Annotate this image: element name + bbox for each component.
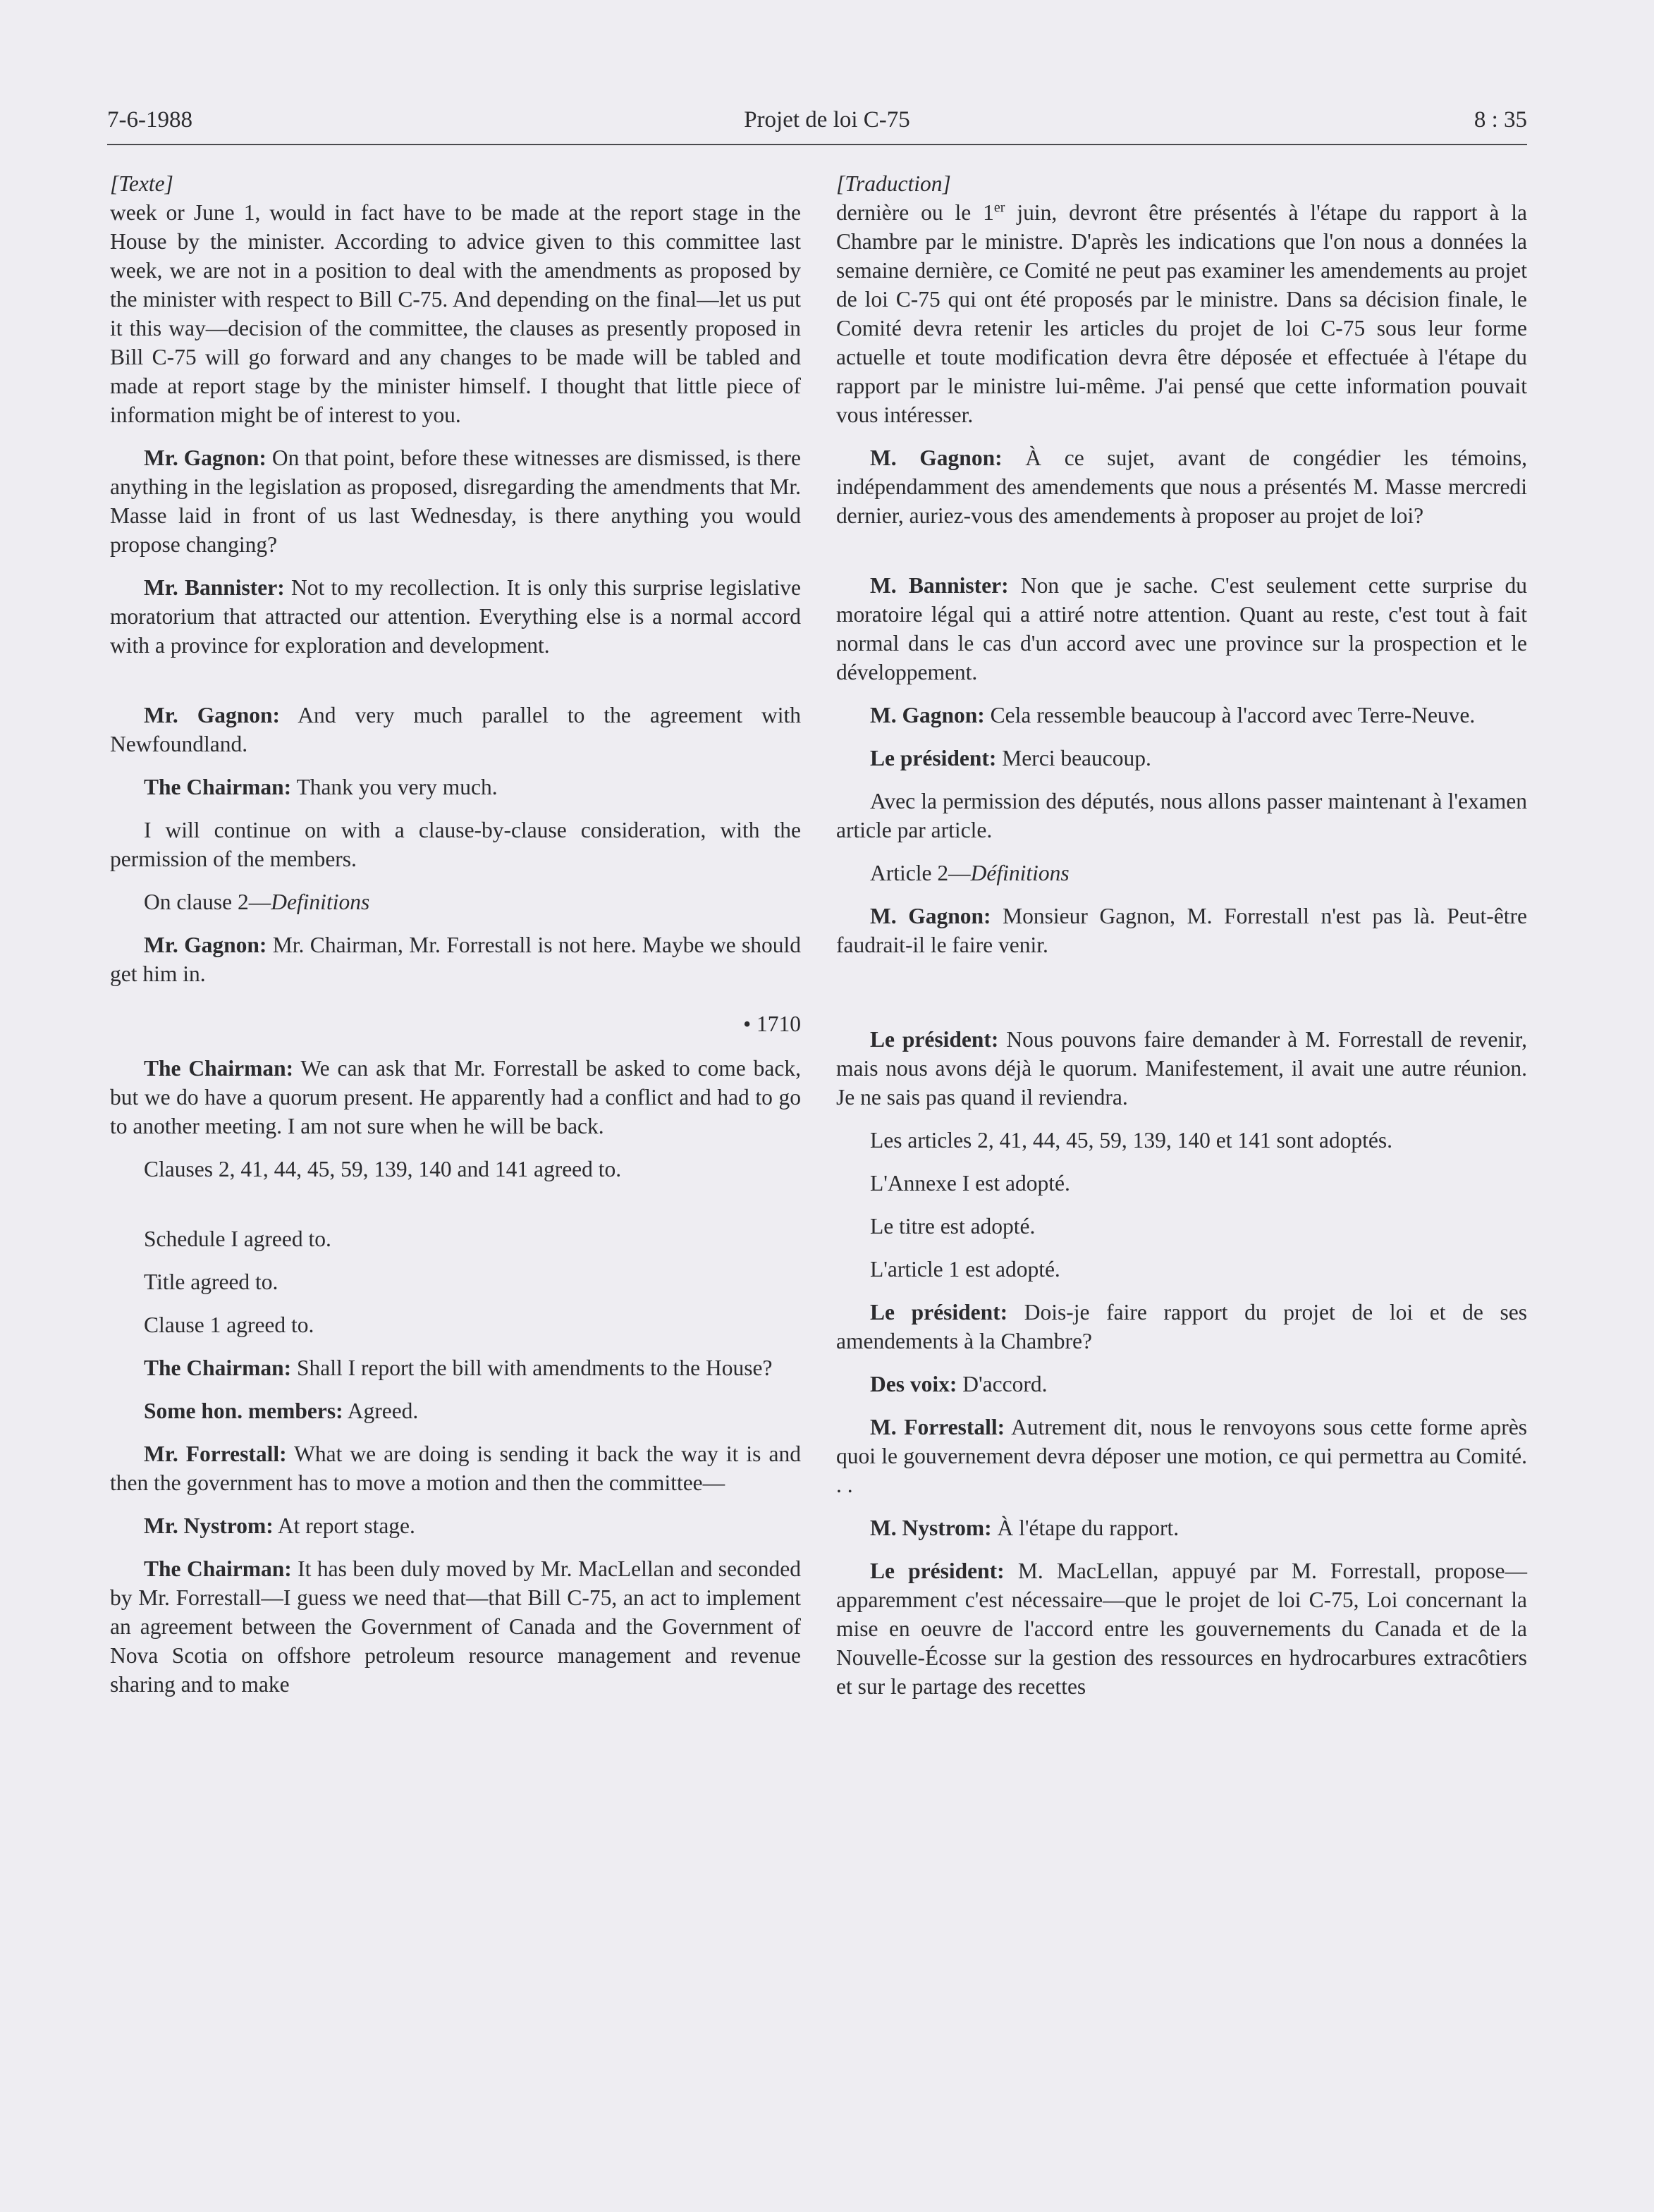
speaker: Mr. Bannister: [144, 575, 285, 600]
paragraph: L'article 1 est adopté. [870, 1257, 1060, 1282]
speech: Le président: Nous pouvons faire demander à M. Forrestall de revenir, mais nous avons déjà le quorum. Manifestement, il avait une autre réunion. Je ne sais pas quand il reviendra. [836, 1027, 1527, 1110]
speaker: Le président: [870, 746, 997, 770]
speaker: Des voix: [870, 1372, 957, 1396]
speech: M. Bannister: Non que je sache. C'est seulement cette surprise du moratoire légal qui a attiré notre attention. Quant au reste, c'est tout à fait normal dans le cas d'un accord avec une province sur la prospection et le développement. [836, 573, 1527, 684]
speaker: The Chairman: [144, 1056, 294, 1081]
header-title: Projet de loi C-75 [744, 107, 910, 133]
french-column [836, 169, 1527, 1715]
paragraph: I will continue on with a clause-by-clause consideration, with the permission of the members. [110, 818, 801, 871]
speech: The Chairman: It has been duly moved by Mr. MacLellan and seconded by Mr. Forrestall—I guess we need that—that Bill C-75, an act to implement an agreement between the Government of Canada and the Government of Nova Scotia on offshore petroleum resource management and revenue sharing and to make [110, 1556, 801, 1697]
speech: Mr. Forrestall: What we are doing is sending it back the way it is and then the government has to move a motion and then the committee— [110, 1442, 801, 1495]
speaker: Mr. Gagnon: [144, 703, 280, 727]
speaker: M. Forrestall: [870, 1415, 1005, 1439]
speech: Des voix: D'accord. [870, 1372, 1048, 1396]
paragraph: dernière ou le 1er juin, devront être présentés à l'étape du rapport à la Chambre par le ministre. D'après les indications que l'on nous a données la semaine dernière, ce Comité ne peut pas examiner les amendements au projet de loi C-75 qui ont été proposés par le ministre. Dans sa décision finale, le Comité devra retenir les articles du projet de loi C-75 sous leur forme actuelle et toute modification devra être déposée et effectuée à l'étape du rapport par le ministre lui-même. J'ai pensé que cette information pouvait vous intéresser. [836, 199, 1527, 427]
speech: The Chairman: Shall I report the bill with amendments to the House? [144, 1356, 773, 1380]
speech: M. Gagnon: Cela ressemble beaucoup à l'accord avec Terre-Neuve. [870, 703, 1476, 727]
language-tag: [Texte] [110, 171, 173, 196]
speech: Mr. Gagnon: On that point, before these witnesses are dismissed, is there anything in the legislation as proposed, disregarding the amendments that Mr. Masse laid in front of us last Wednesday, is there anything you would propose changing? [110, 446, 801, 557]
paragraph: Schedule I agreed to. [144, 1227, 331, 1251]
speaker: Le président: [870, 1027, 999, 1052]
clause-heading: Article 2—Définitions [870, 861, 1070, 885]
speaker: Mr. Forrestall: [144, 1442, 287, 1466]
speaker: M. Gagnon: [870, 703, 985, 727]
speaker: M. Nystrom: [870, 1516, 992, 1540]
paragraph: L'Annexe I est adopté. [870, 1171, 1070, 1196]
speech: M. Gagnon: À ce sujet, avant de congédier les témoins, indépendamment des amendements que nous a présentés M. Masse mercredi dernier, auriez-vous des amendements à proposer au projet de loi? [836, 446, 1527, 528]
speech: Le président: Dois-je faire rapport du projet de loi et de ses amendements à la Chambre? [836, 1300, 1527, 1353]
header-page-number: 8 : 35 [1474, 107, 1527, 133]
paragraph: Les articles 2, 41, 44, 45, 59, 139, 140 et 141 sont adoptés. [870, 1128, 1393, 1153]
speech: The Chairman: We can ask that Mr. Forrestall be asked to come back, but we do have a quorum present. He apparently had a conflict and had to go to another meeting. I am not sure when he will be back. [110, 1056, 801, 1138]
speech: M. Nystrom: À l'étape du rapport. [870, 1516, 1180, 1540]
language-tag: [Traduction] [836, 171, 951, 196]
english-column [110, 169, 801, 1713]
speech: Mr. Nystrom: At report stage. [144, 1513, 415, 1538]
header-rule [107, 144, 1527, 145]
speaker: Le président: [870, 1559, 1005, 1583]
speaker: M. Gagnon: [870, 446, 1003, 470]
header-date: 7-6-1988 [107, 107, 192, 133]
speech: The Chairman: Thank you very much. [144, 775, 498, 799]
speaker: The Chairman: [144, 1556, 292, 1581]
time-spacer [836, 981, 1527, 1009]
speech: M. Forrestall: Autrement dit, nous le renvoyons sous cette forme après quoi le gouvernement devra déposer une motion, ce qui permettra au Comité. . . [836, 1415, 1527, 1497]
speaker: Some hon. members: [144, 1399, 343, 1423]
speaker: Mr. Gagnon: [144, 933, 267, 957]
speech: Some hon. members: Agreed. [144, 1399, 419, 1423]
paragraph: Clauses 2, 41, 44, 45, 59, 139, 140 and 141 agreed to. [144, 1157, 622, 1181]
speaker: M. Bannister: [870, 573, 1009, 598]
speaker: The Chairman: [144, 1356, 292, 1380]
clause-heading: On clause 2—Definitions [144, 890, 370, 914]
paragraph: week or June 1, would in fact have to be made at the report stage in the House by the minister. According to advice given to this committee last week, we are not in a position to deal with the amendments as proposed by the minister with respect to Bill C-75. And depending on the final—let us put it this way—decision of the committee, the clauses as presently proposed in Bill C-75 will go forward and any changes to be made will be tabled and made at report stage by the minister himself. I thought that little piece of information might be of interest to you. [110, 200, 801, 427]
speaker: Le président: [870, 1300, 1008, 1325]
speech: Mr. Gagnon: And very much parallel to the agreement with Newfoundland. [110, 703, 801, 756]
paragraph: Title agreed to. [144, 1270, 278, 1294]
time-marker: • 1710 [743, 1012, 801, 1036]
speaker: Mr. Nystrom: [144, 1513, 274, 1538]
speaker: The Chairman: [144, 775, 292, 799]
paragraph: Avec la permission des députés, nous allons passer maintenant à l'examen article par article. [836, 789, 1527, 842]
speech: M. Gagnon: Monsieur Gagnon, M. Forrestall n'est pas là. Peut-être faudrait-il le faire venir. [836, 904, 1527, 957]
speech: Le président: M. MacLellan, appuyé par M. Forrestall, propose—apparemment c'est nécessaire—que le projet de loi C-75, Loi concernant la mise en oeuvre de l'accord entre les gouvernements du Canada et de la Nouvelle-Écosse sur la gestion des ressources en hydrocarbures extracôtiers et sur le partage des recettes [836, 1559, 1527, 1699]
speech: Mr. Bannister: Not to my recollection. It is only this surprise legislative moratorium that attracted our attention. Everything else is a normal accord with a province for exploration and development. [110, 575, 801, 658]
speaker: M. Gagnon: [870, 904, 991, 928]
speaker: Mr. Gagnon: [144, 446, 267, 470]
paragraph: Clause 1 agreed to. [144, 1313, 314, 1337]
paragraph: Le titre est adopté. [870, 1214, 1036, 1239]
speech: Mr. Gagnon: Mr. Chairman, Mr. Forrestall is not here. Maybe we should get him in. [110, 933, 801, 986]
speech: Le président: Merci beaucoup. [870, 746, 1151, 770]
